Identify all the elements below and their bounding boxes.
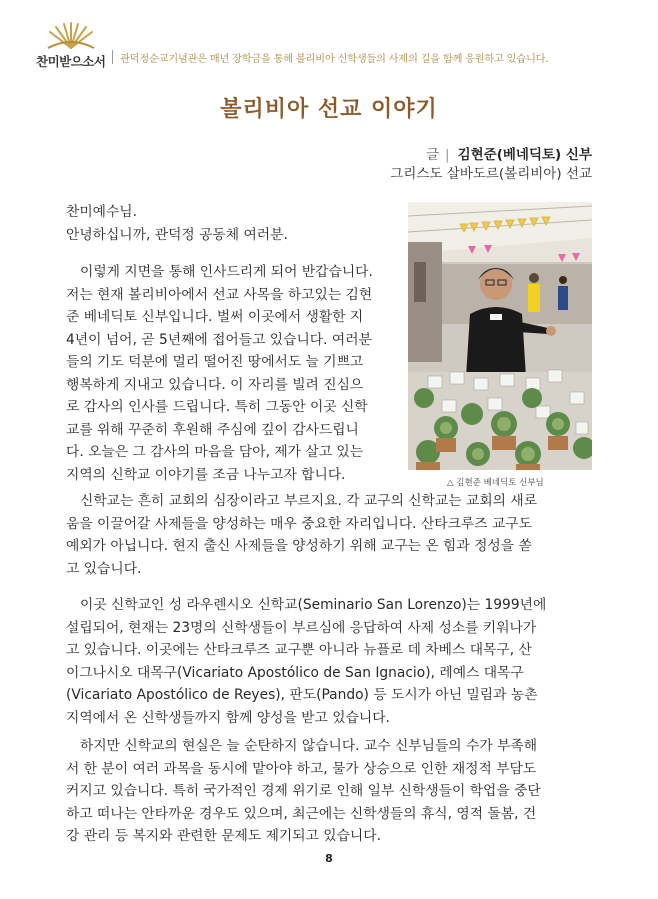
paragraph-2: [66, 490, 592, 580]
byline-divider: |: [445, 147, 450, 163]
text-line: 준 베네딕토 신부입니다. 벌써 이곳에서 생활한 지: [66, 309, 364, 325]
text-line: 신학교는 흔히 교회의 심장이라고 부르지요. 각 교구의 신학교는 교회의 새로: [80, 493, 538, 509]
header-tagline: 관덕정순교기념관은 매년 장학금을 통해 볼리비아 신학생들의 사제의 길을 함께 응원하고 있습니다.: [120, 53, 549, 65]
logo: [36, 22, 106, 70]
priest-photo: [408, 202, 592, 470]
text-line: 강 관리 등 복지와 관련한 문제도 제기되고 있습니다.: [66, 828, 381, 844]
text-line: 들의 기도 덕분에 멀리 떨어진 땅에서도 늘 기쁘고: [66, 354, 364, 370]
text-line: 예외가 아닙니다. 현지 출신 사제들을 양성하기 위해 교구는 온 힘과 정성을 쏟: [66, 538, 532, 554]
text-line: 로 감사의 인사를 드립니다. 특히 그동안 이곳 신학: [66, 399, 368, 415]
logo-text: 찬미받으소서: [36, 54, 106, 69]
photo-caption: △ 김현준 베네딕토 신부님: [447, 478, 544, 488]
text-line: 찬미예수님.: [66, 204, 138, 220]
text-line: 지역에서 온 신학생들까지 함께 양성을 받고 있습니다.: [66, 709, 390, 726]
header-divider: [112, 50, 113, 64]
byline: [390, 146, 592, 184]
text-line: 서 한 분이 여러 과목을 동시에 맡아야 하고, 물가 상승으로 인한 재정적 부담도: [66, 760, 537, 777]
text-line: 이곳 신학교인 성 라우렌시오 신학교(Seminario San Lorenzo)는 1999년에: [80, 597, 547, 613]
text-line: 저는 현재 볼리비아에서 선교 사목을 하고있는 김현: [66, 286, 373, 303]
text-line: (Vicariato Apostólico de Reyes), 판도(Pando) 등 도시가 아닌 밀림과 농촌: [66, 687, 538, 703]
text-line: 움을 이끌어갈 사제들을 양성하는 매우 중요한 자리입니다. 산타크루즈 교구도: [66, 515, 532, 532]
intro-paragraph: [66, 261, 396, 486]
page-header: [0, 0, 658, 80]
priest-photo-illustration: [408, 202, 592, 470]
text-line: 이렇게 지면을 통해 인사드리게 되어 반갑습니다.: [80, 264, 373, 280]
text-line: 고 있습니다.: [66, 560, 142, 577]
author-name: 김현준(베네딕토) 신부: [457, 147, 592, 163]
paragraph-3: [66, 594, 592, 729]
text-line: 교를 위해 꾸준히 후원해 주심에 깊이 감사드립니: [66, 421, 359, 438]
page-number: 8: [325, 852, 333, 865]
text-line: 하지만 신학교의 현실은 늘 순탄하지 않습니다. 교수 신부님들의 수가 부족해: [80, 738, 538, 754]
text-line: 지역의 신학교 이야기를 조금 나누고자 합니다.: [66, 466, 346, 483]
author-role: 그리스도 살바도르(볼리비아) 선교: [390, 166, 592, 182]
text-line: 다. 오늘은 그 감사의 마음을 담아, 제가 살고 있는: [66, 444, 364, 460]
text-line: 고 있습니다. 이곳에는 산타크루즈 교구뿐 아니라 뉴플로 데 차베스 대목구, 산: [66, 642, 532, 658]
text-line: 행복하게 지내고 있습니다. 이 자리를 빌려 진심으: [66, 376, 364, 393]
text-line: 4년이 넘어, 곧 5년째에 접어들고 있습니다. 여러분: [66, 331, 372, 348]
text-line: 이그나시오 대목구(Vicariato Apostólico de San Ignacio), 레예스 대목구: [66, 664, 524, 681]
text-line: 커지고 있습니다. 특히 국가적인 경제 위기로 인해 일부 신학생들이 학업을 중단: [66, 783, 541, 799]
greeting-paragraph: [66, 201, 396, 246]
byline-label: 글: [425, 147, 440, 163]
rays-logo-icon: [44, 22, 98, 50]
text-line: 하고 떠나는 안타까운 경우도 있으며, 최근에는 신학생들의 휴식, 영적 돌봄, 건: [66, 805, 537, 822]
text-line: 설립되어, 현재는 23명의 신학생들이 부르심에 응답하여 사제 성소를 키워나가: [66, 619, 537, 636]
article-title: 볼리비아 선교 이야기: [220, 97, 438, 122]
text-line: 안녕하십니까, 관덕정 공동체 여러분.: [66, 226, 288, 243]
paragraph-4: [66, 735, 592, 848]
